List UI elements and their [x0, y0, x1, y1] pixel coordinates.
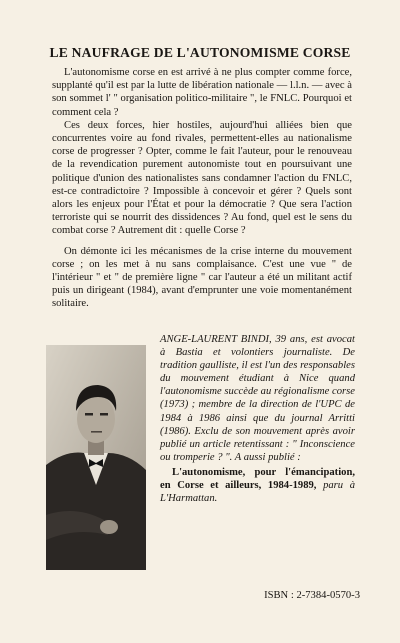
blurb [52, 66, 352, 311]
blurb-paragraph-2: Ces deux forces, hier hostiles, aujourd'hui alliées bien que concurrentes voire au fond rivales, permettent-elles au nationalisme corse de progresser ? Opter, comme le fait l'auteur, pour le renouveau de la revendication purement autonomiste tout en poursuivant une politique d'union des nationalistes sans condamner l'action du FNLC, est-ce contradictoire ? Impossible à concevoir et gérer ? Quels sont alors les enjeux pour l'État et pour la démocratie ? Que sera l'action terroriste qui se nourrit des dissidences ? Au fond, quel est le sens du combat corse ? Autrement dit : quelle Corse ? [52, 119, 352, 237]
author-bio [160, 333, 355, 505]
blurb-paragraph-1: L'autonomisme corse en est arrivé à ne plus compter comme force, supplanté qu'il est par la lutte de libération nationale — l.l.n. — avec à son sommet l' " organisation politico-militaire ", le FNLC. Pourquoi et comment cela ? [52, 67, 352, 118]
blurb-paragraph-3: On démonte ici les mécanismes de la crise interne du mouvement corse ; on les met à nu sans complaisance. C'est une vue " de l'intérieur " et " de première ligne " car l'auteur a été un militant actif puis un dirigeant (1984), avant d'emprunter une voie momentanément solitaire. [52, 245, 352, 310]
book-title: LE NAUFRAGE DE L'AUTONOMISME CORSE [49, 45, 351, 60]
author-other-book [160, 466, 355, 505]
isbn: ISBN : 2-7384-0570-3 [264, 590, 360, 601]
other-book-publisher: paru à L'Harmattan. [160, 480, 355, 505]
author-photo [46, 345, 146, 570]
author-bio-text: ANGE-LAURENT BINDI, 39 ans, est avocat à Bastia et volontiers journaliste. De tradition gaulliste, il est l'un des responsables du mouvement étudiant à Nice quand l'autonomisme succède au régionalisme corse (1973) ; membre de la direction de l'UPC de 1984 à 1986 ainsi que du journal Arritti (1986). Exclu de son mouvement après avoir publié un article retentissant : " Inconscience ou tromperie ? ". A aussi publié : [160, 334, 355, 463]
other-book-title: L'autonomisme, pour l'émancipation, en Corse et ailleurs, 1984-1989, [160, 466, 355, 492]
